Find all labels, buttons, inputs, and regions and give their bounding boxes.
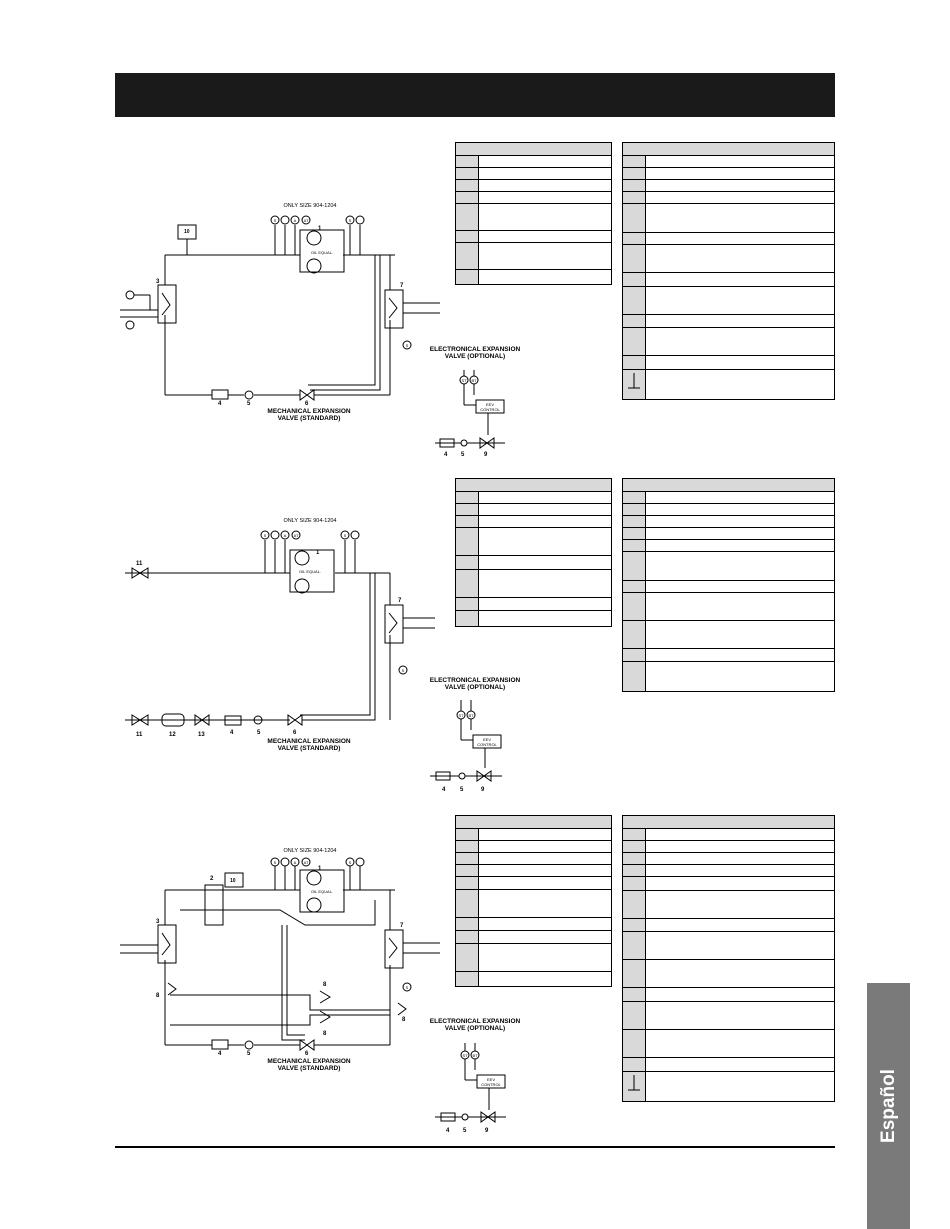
- legend-row: [456, 918, 611, 931]
- legend-description-cell: [479, 931, 611, 943]
- legend-row: [623, 919, 834, 932]
- legend-table-2: [622, 142, 835, 400]
- language-tab[interactable]: [867, 983, 910, 1229]
- legend-row: [456, 168, 611, 180]
- legend-description-cell: [646, 516, 834, 527]
- circuit-3-label-check2: 8: [323, 982, 327, 988]
- legend-key-cell: [623, 891, 646, 918]
- legend-key-cell: [456, 944, 479, 971]
- legend-description-cell: [479, 516, 611, 527]
- legend-key-cell: [456, 570, 479, 597]
- legend-description-cell: [479, 504, 611, 515]
- legend-row: [456, 504, 611, 516]
- legend-table-1: [455, 142, 612, 285]
- legend-row: [456, 944, 611, 972]
- circuit-3-sensor-s3: S: [405, 985, 409, 990]
- legend-row: [623, 492, 834, 504]
- circuit-1-sensor-s: S: [273, 218, 277, 223]
- legend-key-cell: [623, 1058, 646, 1071]
- circuit-3-eev-bt: BT: [472, 1053, 478, 1058]
- circuit-1-sensor-a: A: [293, 218, 297, 223]
- legend-key-cell: [456, 972, 479, 986]
- legend-description-cell: [479, 865, 611, 876]
- legend-description-cell: [646, 988, 834, 1001]
- legend-header: [456, 143, 611, 156]
- circuit-3-eev-label-valve: 9: [485, 1128, 489, 1134]
- legend-row: [623, 853, 834, 865]
- legend-description-cell: [646, 853, 834, 864]
- legend-row: [623, 932, 834, 960]
- legend-row: [623, 528, 834, 540]
- legend-row: [623, 841, 834, 853]
- circuit-2-label-condenser: 7: [398, 598, 402, 604]
- legend-key-cell: [623, 552, 646, 580]
- legend-table-6: [622, 815, 835, 1102]
- ground-symbol-icon: [627, 1074, 641, 1096]
- legend-key-cell: [623, 1030, 646, 1057]
- circuit-3-sensor-a: A: [293, 860, 297, 865]
- legend-description-cell: [479, 556, 611, 569]
- legend-row: [623, 593, 834, 621]
- legend-description-cell: [479, 192, 611, 203]
- circuit-2-eev-title-2: VALVE (OPTIONAL): [444, 684, 506, 691]
- circuit-2-label-valve: 6: [293, 730, 297, 736]
- legend-key-cell: [623, 233, 646, 244]
- legend-key-cell: [456, 841, 479, 852]
- circuit-3-sensor-s: S: [273, 860, 277, 865]
- legend-description-cell: [646, 649, 834, 661]
- legend-key-cell: [623, 328, 646, 355]
- legend-key-cell: [623, 273, 646, 286]
- circuit-3-label-sight: 5: [247, 1051, 251, 1057]
- legend-description-cell: [646, 1072, 834, 1101]
- legend-row: [623, 180, 834, 192]
- circuit-1-label-exchanger: 3: [156, 279, 160, 285]
- legend-key-cell: [623, 204, 646, 232]
- circuit-2-label-compressor: 1: [316, 550, 320, 556]
- legend-key-cell: [456, 156, 479, 167]
- legend-description-cell: [646, 1030, 834, 1057]
- legend-description-cell: [646, 287, 834, 314]
- circuit-2-eev-bt: BT: [468, 713, 474, 718]
- legend-row: [456, 492, 611, 504]
- circuit-2-label-solenoid: 13: [198, 732, 205, 738]
- circuit-2-oil-label: OIL EQUAL.: [298, 569, 322, 574]
- legend-key-cell: [623, 877, 646, 890]
- legend-key-cell: [456, 853, 479, 864]
- legend-key-cell: [623, 919, 646, 931]
- circuit-2-eev-st: ST: [458, 713, 464, 718]
- legend-key-cell: [623, 932, 646, 959]
- legend-row: [456, 931, 611, 944]
- legend-row: [623, 516, 834, 528]
- circuit-2-label-receiver: 12: [169, 732, 176, 738]
- circuit-3-sensor-s2: S: [348, 860, 352, 865]
- legend-table-4: [622, 478, 835, 692]
- legend-key-cell: [456, 528, 479, 555]
- circuit-1-eev-st: ST: [461, 378, 467, 383]
- legend-row: [623, 273, 834, 287]
- legend-row: [623, 621, 834, 649]
- legend-key-cell: [456, 556, 479, 569]
- circuit-2-sensor-s2: S: [343, 533, 347, 538]
- legend-row: [456, 231, 611, 243]
- legend-row: [623, 891, 834, 919]
- legend-description-cell: [646, 960, 834, 987]
- legend-description-cell: [646, 492, 834, 503]
- legend-key-cell: [623, 960, 646, 987]
- circuit-1-sensor-s3: S: [405, 343, 409, 348]
- legend-row: [456, 829, 611, 841]
- legend-description-cell: [479, 829, 611, 840]
- legend-key-cell: [456, 865, 479, 876]
- legend-description-cell: [646, 192, 834, 203]
- circuit-1-eev-label-sight: 5: [461, 452, 465, 458]
- legend-description-cell: [646, 891, 834, 918]
- legend-description-cell: [646, 841, 834, 852]
- legend-description-cell: [646, 273, 834, 286]
- language-tab-label: Español: [877, 1069, 899, 1143]
- legend-description-cell: [479, 156, 611, 167]
- legend-description-cell: [646, 877, 834, 890]
- legend-key-cell: [456, 180, 479, 191]
- legend-key-cell: [623, 593, 646, 620]
- circuit-3-label-compressor: 1: [318, 866, 322, 872]
- legend-key-cell: [623, 540, 646, 551]
- circuit-1-sensor-at: AT: [303, 218, 309, 223]
- circuit-3-eev-control-2: CONTROL: [481, 1082, 501, 1087]
- circuit-1-eev-label-filter: 4: [444, 452, 448, 458]
- legend-row: [623, 192, 834, 204]
- legend-description-cell: [646, 370, 834, 399]
- legend-key-cell: [623, 245, 646, 272]
- legend-description-cell: [479, 231, 611, 242]
- legend-row: [623, 960, 834, 988]
- legend-row: [456, 877, 611, 890]
- legend-key-cell: [456, 931, 479, 943]
- legend-description-cell: [646, 662, 834, 691]
- legend-key-cell: [456, 516, 479, 527]
- legend-row: [456, 516, 611, 528]
- circuit-2-label-valve11b: 11: [136, 732, 143, 738]
- legend-row: [456, 890, 611, 918]
- circuit-1-label-filter: 4: [218, 401, 222, 407]
- legend-description-cell: [646, 932, 834, 959]
- circuit-1-mev-title-1: MECHANICAL EXPANSION: [267, 408, 351, 415]
- legend-description-cell: [646, 315, 834, 327]
- legend-description-cell: [479, 890, 611, 917]
- circuit-2-note: ONLY SIZE 904-1204: [283, 518, 337, 524]
- circuit-3-label-check1: 8: [156, 993, 160, 999]
- circuit-1-label-valve: 6: [305, 401, 309, 407]
- legend-row: [623, 1072, 834, 1101]
- legend-description-cell: [646, 233, 834, 244]
- circuit-3-mev-title-1: MECHANICAL EXPANSION: [267, 1058, 351, 1065]
- circuit-3-eev-control-1: EEV: [486, 1077, 496, 1082]
- footer-rule: [115, 1146, 835, 1148]
- circuit-3-eev-label-sight: 5: [463, 1128, 467, 1134]
- legend-key-cell: [456, 270, 479, 284]
- legend-row: [456, 528, 611, 556]
- legend-row: [456, 570, 611, 598]
- circuit-2-sensor-s3: S: [401, 668, 405, 673]
- legend-key-cell: [623, 516, 646, 527]
- circuit-1-eev-label-valve: 9: [484, 452, 488, 458]
- legend-table-5: [455, 815, 612, 987]
- legend-description-cell: [646, 919, 834, 931]
- legend-row: [456, 156, 611, 168]
- legend-row: [456, 243, 611, 270]
- legend-row: [623, 315, 834, 328]
- circuit-1-eev-bt: BT: [471, 378, 477, 383]
- legend-description-cell: [646, 245, 834, 272]
- legend-key-cell: [623, 504, 646, 515]
- legend-description-cell: [646, 581, 834, 592]
- legend-row: [456, 180, 611, 192]
- legend-row: [623, 245, 834, 273]
- circuit-3-note: ONLY SIZE 904-1204: [283, 848, 337, 854]
- legend-row: [623, 540, 834, 552]
- legend-key-cell: [456, 168, 479, 179]
- legend-row: [623, 649, 834, 662]
- legend-key-cell: [623, 649, 646, 661]
- legend-row: [456, 853, 611, 865]
- legend-key-cell: [456, 598, 479, 610]
- circuit-2-label-filter: 4: [230, 730, 234, 736]
- circuit-3-label-check3: 8: [323, 1031, 327, 1037]
- legend-row: [456, 192, 611, 204]
- legend-row: [623, 287, 834, 315]
- circuit-2-sensor-at: AT: [293, 533, 299, 538]
- circuit-2-sensor-s: S: [263, 533, 267, 538]
- circuit-2-eev-control-2: CONTROL: [477, 742, 497, 747]
- legend-row: [623, 865, 834, 877]
- legend-row: [623, 168, 834, 180]
- legend-key-cell: [623, 841, 646, 852]
- legend-key-cell: [623, 829, 646, 840]
- legend-description-cell: [646, 540, 834, 551]
- legend-key-cell: [456, 611, 479, 626]
- circuit-2-eev-title-1: ELECTRONICAL EXPANSION: [429, 677, 521, 684]
- legend-description-cell: [646, 829, 834, 840]
- legend-description-cell: [646, 204, 834, 232]
- legend-row: [623, 552, 834, 581]
- legend-row: [623, 877, 834, 891]
- legend-key-cell: [456, 231, 479, 242]
- legend-key-cell: [623, 287, 646, 314]
- circuit-2-eev-control-1: EEV: [482, 737, 492, 742]
- legend-row: [456, 204, 611, 231]
- legend-description-cell: [646, 1002, 834, 1029]
- legend-row: [623, 356, 834, 370]
- circuit-2-eev-label-valve: 9: [481, 787, 485, 793]
- legend-description-cell: [646, 865, 834, 876]
- legend-description-cell: [479, 944, 611, 971]
- legend-description-cell: [479, 841, 611, 852]
- circuit-1-label-sight: 5: [247, 401, 251, 407]
- legend-row: [623, 328, 834, 356]
- legend-description-cell: [646, 1058, 834, 1071]
- circuit-2-sensor-a: A: [283, 533, 287, 538]
- legend-row: [623, 1058, 834, 1072]
- legend-key-cell: [623, 492, 646, 503]
- legend-key-cell: [623, 370, 646, 399]
- legend-description-cell: [646, 328, 834, 355]
- legend-header: [623, 816, 834, 829]
- legend-description-cell: [479, 270, 611, 284]
- legend-row: [456, 841, 611, 853]
- legend-row: [456, 598, 611, 611]
- circuit-1-label-condenser: 7: [400, 283, 404, 289]
- legend-row: [623, 1030, 834, 1058]
- legend-row: [623, 581, 834, 593]
- legend-description-cell: [479, 243, 611, 269]
- legend-row: [456, 556, 611, 570]
- circuit-2-eev-label-filter: 4: [442, 787, 446, 793]
- legend-row: [623, 370, 834, 399]
- legend-key-cell: [456, 890, 479, 917]
- circuit-3-label-check4: 8: [402, 1017, 406, 1023]
- legend-description-cell: [646, 156, 834, 167]
- legend-header: [623, 143, 834, 156]
- legend-key-cell: [456, 492, 479, 503]
- legend-key-cell: [623, 988, 646, 1001]
- section-header-bar: [115, 73, 835, 117]
- circuit-3-oil-label: OIL EQUAL.: [310, 889, 334, 894]
- circuit-1-label-compressor: 1: [318, 226, 322, 232]
- legend-header: [456, 816, 611, 829]
- legend-key-cell: [456, 918, 479, 930]
- legend-description-cell: [646, 621, 834, 648]
- circuit-1-note: ONLY SIZE 904-1204: [283, 203, 337, 209]
- legend-key-cell: [623, 528, 646, 539]
- circuit-3-eev-title-2: VALVE (OPTIONAL): [444, 1025, 506, 1032]
- legend-row: [623, 988, 834, 1002]
- legend-key-cell: [623, 1002, 646, 1029]
- legend-key-cell: [623, 192, 646, 203]
- circuit-1-label-box: 10: [184, 229, 190, 235]
- legend-description-cell: [479, 180, 611, 191]
- legend-header: [623, 479, 834, 492]
- legend-description-cell: [479, 598, 611, 610]
- circuit-1-eev-control-2: CONTROL: [480, 407, 500, 412]
- legend-key-cell: [623, 315, 646, 327]
- legend-row: [456, 865, 611, 877]
- circuit-1-sensor-s2: S: [348, 218, 352, 223]
- legend-key-cell: [623, 621, 646, 648]
- circuit-2-mev-title-2: VALVE (STANDARD): [277, 745, 341, 752]
- legend-description-cell: [479, 853, 611, 864]
- legend-description-cell: [479, 204, 611, 230]
- legend-description-cell: [646, 528, 834, 539]
- legend-key-cell: [623, 853, 646, 864]
- legend-key-cell: [456, 204, 479, 230]
- legend-key-cell: [623, 581, 646, 592]
- legend-key-cell: [456, 243, 479, 269]
- legend-key-cell: [623, 1072, 646, 1101]
- circuit-1-eev-control-1: EEV: [485, 402, 495, 407]
- legend-row: [623, 204, 834, 233]
- legend-key-cell: [623, 356, 646, 369]
- legend-description-cell: [646, 504, 834, 515]
- legend-key-cell: [623, 168, 646, 179]
- circuit-1-eev-title-2: VALVE (OPTIONAL): [444, 353, 506, 360]
- circuit-1-eev-title-1: ELECTRONICAL EXPANSION: [429, 346, 521, 353]
- legend-key-cell: [623, 662, 646, 691]
- legend-header: [456, 479, 611, 492]
- legend-description-cell: [646, 593, 834, 620]
- circuit-3-eev-label-filter: 4: [446, 1128, 450, 1134]
- circuit-3-label-accum: 2: [210, 876, 214, 882]
- legend-description-cell: [646, 168, 834, 179]
- legend-description-cell: [479, 492, 611, 503]
- legend-row: [456, 972, 611, 986]
- legend-row: [623, 662, 834, 691]
- legend-description-cell: [646, 356, 834, 369]
- legend-row: [623, 233, 834, 245]
- legend-key-cell: [456, 504, 479, 515]
- legend-description-cell: [479, 611, 611, 626]
- circuit-3-label-box: 10: [230, 878, 236, 884]
- legend-key-cell: [623, 180, 646, 191]
- legend-row: [623, 829, 834, 841]
- circuit-3-label-condenser: 7: [400, 923, 404, 929]
- circuit-1-mev-title-2: VALVE (STANDARD): [277, 415, 341, 422]
- legend-description-cell: [646, 552, 834, 580]
- circuit-3-eev-title-1: ELECTRONICAL EXPANSION: [429, 1018, 521, 1025]
- legend-row: [623, 504, 834, 516]
- legend-key-cell: [456, 192, 479, 203]
- legend-row: [456, 611, 611, 626]
- circuit-3-label-valve: 6: [305, 1051, 309, 1057]
- circuit-2-mev-title-1: MECHANICAL EXPANSION: [267, 738, 351, 745]
- ground-symbol-icon: [627, 372, 641, 394]
- circuit-3-label-filter: 4: [218, 1051, 222, 1057]
- legend-key-cell: [456, 877, 479, 889]
- legend-key-cell: [623, 865, 646, 876]
- circuit-1-oil-label: OIL EQUAL.: [310, 250, 334, 255]
- legend-description-cell: [479, 168, 611, 179]
- circuit-3-eev-st: ST: [462, 1053, 468, 1058]
- legend-row: [456, 270, 611, 284]
- legend-key-cell: [623, 156, 646, 167]
- circuit-2-label-sight: 5: [257, 730, 261, 736]
- legend-row: [623, 1002, 834, 1030]
- legend-key-cell: [456, 829, 479, 840]
- circuit-3-mev-title-2: VALVE (STANDARD): [277, 1065, 341, 1072]
- legend-row: [623, 156, 834, 168]
- circuit-2-label-valve11a: 11: [136, 561, 143, 567]
- circuit-3-label-exchanger: 3: [156, 919, 160, 925]
- legend-description-cell: [479, 877, 611, 889]
- circuit-3-sensor-at: AT: [303, 860, 309, 865]
- legend-description-cell: [646, 180, 834, 191]
- circuit-2-eev-label-sight: 5: [460, 787, 464, 793]
- legend-table-3: [455, 478, 612, 627]
- legend-description-cell: [479, 972, 611, 986]
- legend-description-cell: [479, 528, 611, 555]
- legend-description-cell: [479, 918, 611, 930]
- legend-description-cell: [479, 570, 611, 597]
